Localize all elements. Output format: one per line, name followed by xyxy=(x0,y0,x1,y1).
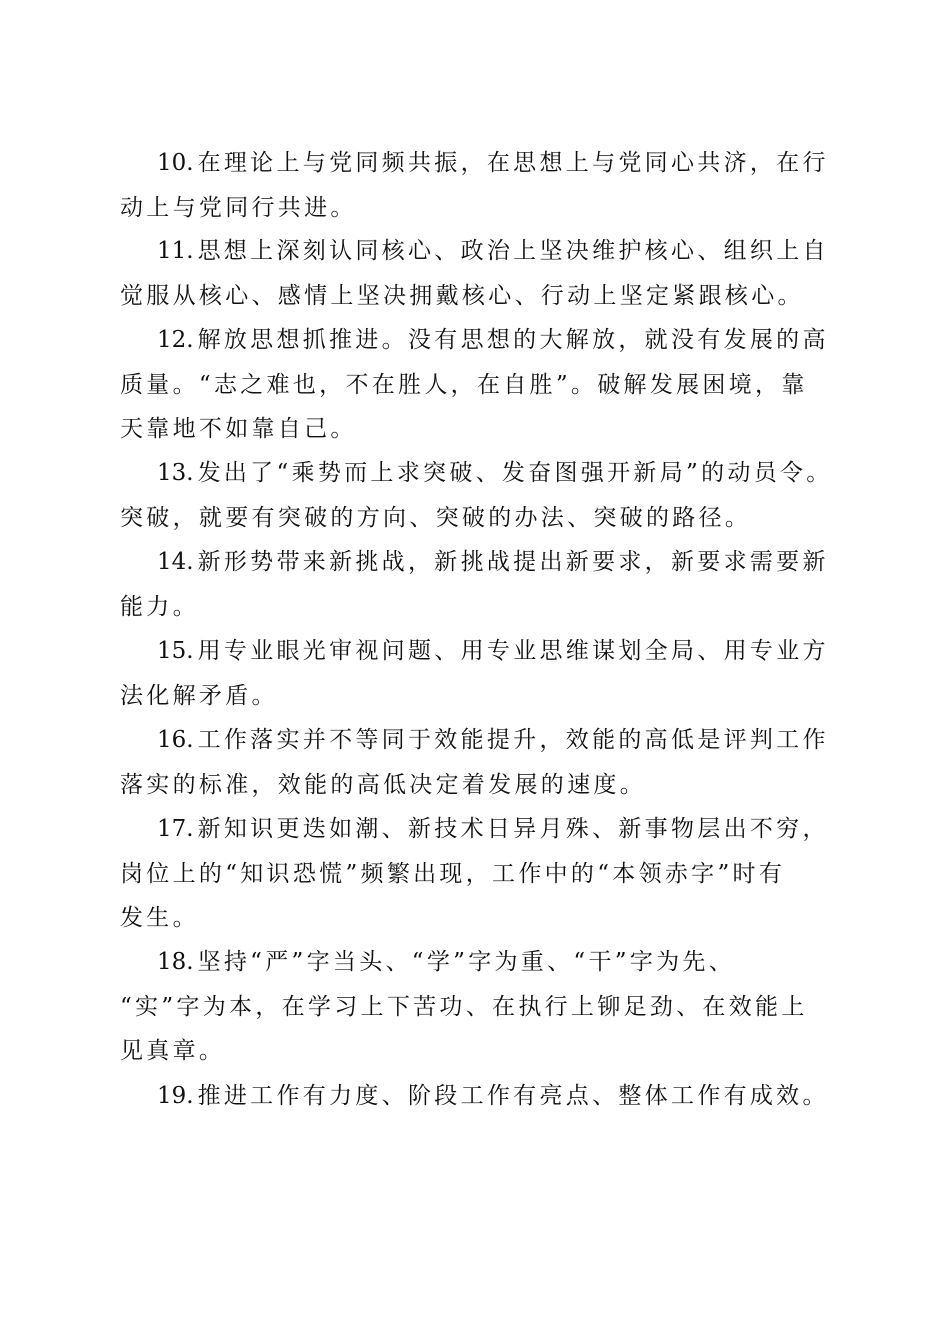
paragraph-line: 突破，就要有突破的方向、突破的办法、突破的路径。 xyxy=(120,504,752,531)
paragraph-number: 17. xyxy=(157,816,194,842)
paragraph-line: 15. 用专业眼光审视问题、用专业思维谋划全局、用专业方 xyxy=(157,638,829,664)
paragraph-line: 见真章。 xyxy=(120,1038,226,1064)
paragraph-number: 12. xyxy=(157,327,194,353)
paragraph-15 xyxy=(120,629,835,718)
paragraph-11 xyxy=(120,229,835,318)
paragraph-line: 落实的标准，效能的高低决定着发展的速度。 xyxy=(120,771,646,798)
paragraph-line: 10. 在理论上与党同频共振，在思想上与党同心共济，在行 xyxy=(157,150,829,176)
paragraph-12 xyxy=(120,318,835,452)
paragraph-line: 质量。“志之难也，不在胜人，在自胜”。破解发展困境，靠 xyxy=(120,371,808,398)
paragraph-line: 13. 发出了“乘势而上求突破、发奋图强开新局”的动员令。 xyxy=(157,460,833,486)
paragraph-line: 16. 工作落实并不等同于效能提升，效能的高低是评判工作 xyxy=(157,727,829,753)
paragraph-line: 17. 新知识更迭如潮、新技术日异月殊、新事物层出不穷， xyxy=(157,816,829,842)
paragraph-number: 11. xyxy=(157,238,194,264)
paragraph-number: 13. xyxy=(157,460,194,486)
paragraph-14 xyxy=(120,540,835,629)
paragraph-line: “实”字为本，在学习上下苦功、在执行上铆足劲、在效能上 xyxy=(120,993,808,1020)
paragraph-line: 12. 解放思想抓推进。没有思想的大解放，就没有发展的高 xyxy=(157,327,829,353)
paragraph-17 xyxy=(120,807,835,941)
paragraph-19 xyxy=(120,1074,835,1119)
paragraph-13 xyxy=(120,451,835,540)
paragraph-line: 动上与党同行共进。 xyxy=(120,194,357,221)
paragraph-number: 15. xyxy=(157,638,194,664)
paragraph-number: 10. xyxy=(157,150,194,176)
paragraph-line: 岗位上的“知识恐慌”频繁出现，工作中的“本领赤字”时有 xyxy=(120,860,786,887)
paragraph-line: 能力。 xyxy=(120,593,199,620)
paragraph-line: 天靠地不如靠自己。 xyxy=(120,416,357,442)
paragraph-number: 19. xyxy=(157,1083,194,1109)
paragraph-line: 法化解矛盾。 xyxy=(120,682,278,709)
paragraph-line: 11. 思想上深刻认同核心、政治上坚决维护核心、组织上自 xyxy=(157,238,829,264)
paragraph-number: 16. xyxy=(157,727,194,753)
paragraph-line: 觉服从核心、感情上坚决拥戴核心、行动上坚定紧跟核心。 xyxy=(120,282,804,309)
paragraph-line: 14. 新形势带来新挑战，新挑战提出新要求，新要求需要新 xyxy=(157,549,829,575)
paragraph-18 xyxy=(120,940,835,1074)
paragraph-line: 18. 坚持“严”字当头、“学”字为重、“干”字为先、 xyxy=(157,949,736,975)
paragraph-line: 19. 推进工作有力度、阶段工作有亮点、整体工作有成效。 xyxy=(157,1083,829,1109)
paragraph-number: 14. xyxy=(157,549,194,575)
paragraph-16 xyxy=(120,718,835,807)
paragraph-number: 18. xyxy=(157,949,194,975)
paragraph-10 xyxy=(120,141,835,230)
paragraph-line: 发生。 xyxy=(120,905,199,931)
